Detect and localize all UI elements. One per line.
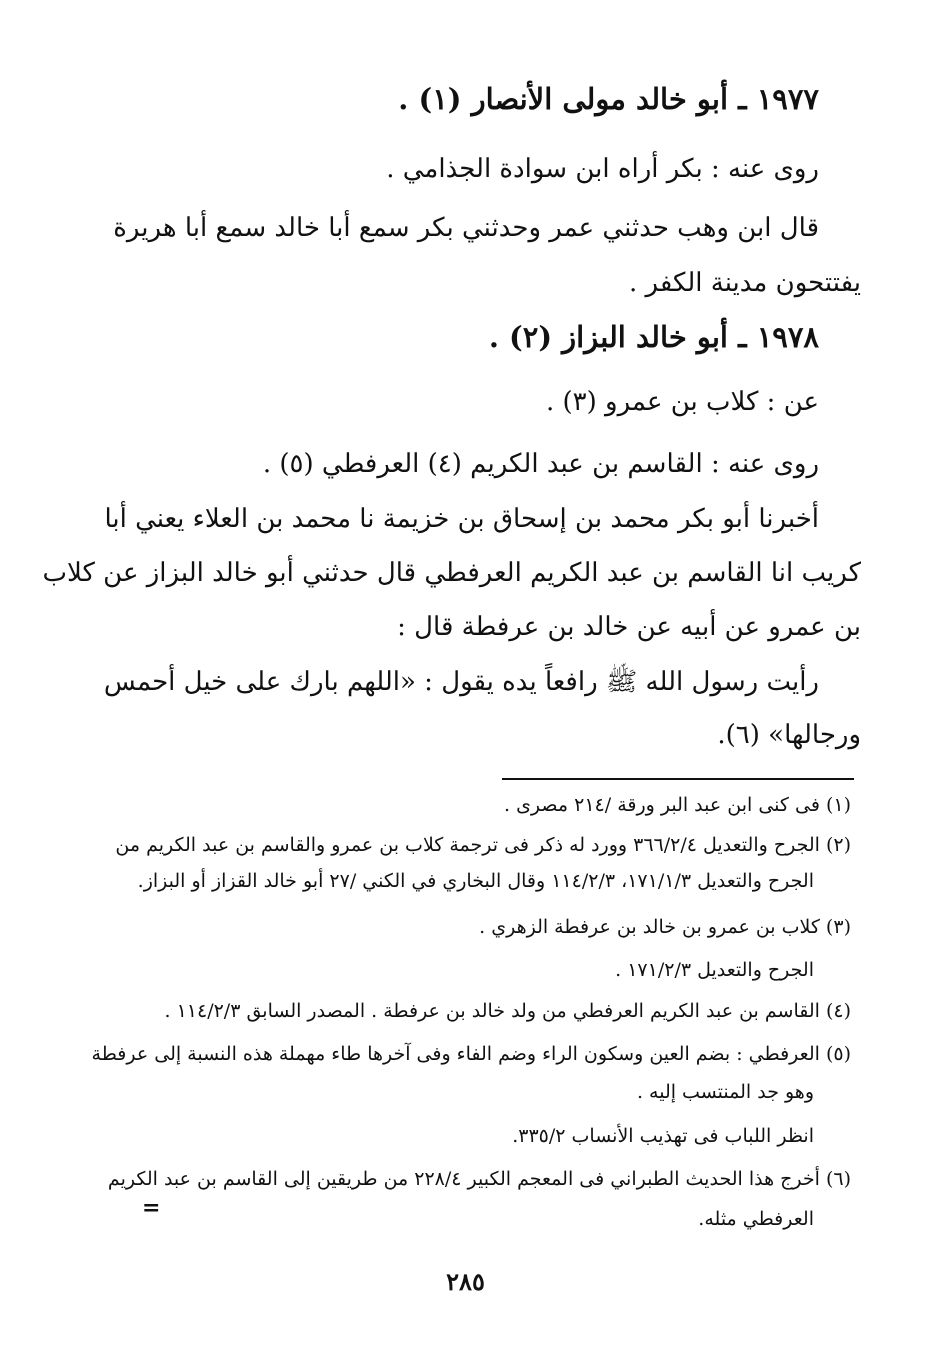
footnote-5-reference: انظر اللباب فى تهذيب الأنساب ٣٣٥/٢. [512,1125,814,1147]
footnote-3-continued: الجرح والتعديل ١٧١/٢/٣ . [615,959,814,981]
footnote-separator [502,778,854,780]
entry-1978-narrator-line: روى عنه : القاسم بن عبد الكريم (٤) العرفطي (٥) . [262,449,819,479]
entry-1978-from-line: عن : كلاب بن عمرو (٣) . [545,387,819,417]
entry-1978-text-line-1: أخبرنا أبو بكر محمد بن إسحاق بن خزيمة نا محمد بن العلاء يعني أبا [104,504,819,534]
footnote-3: (٣) كلاب بن عمرو بن خالد بن عرفطة الزهري . [479,916,851,938]
entry-1978-text-line-4: رأيت رسول الله ﷺ رافعاً يده يقول : «اللهم بارك على خيل أحمس [103,667,819,697]
footnote-5-continued: وهو جد المنتسب إليه . [636,1081,814,1103]
entry-1978-text-line-3: بن عمرو عن أبيه عن خالد بن عرفطة قال : [397,612,861,642]
footnote-6-continued: العرفطي مثله. [698,1208,814,1230]
entry-1978-text-line-2: كريب انا القاسم بن عبد الكريم العرفطي قال حدثني أبو خالد البزاز عن كلاب [42,558,861,588]
continuation-mark: = [142,1195,161,1221]
entry-1978-text-line-5: ورجالها» (٦). [717,720,861,750]
footnote-1: (١) فى كنى ابن عبد البر ورقة /٢١٤ مصرى . [503,794,851,816]
entry-1977-narrator-line: روى عنه : بكر أراه ابن سوادة الجذامي . [386,154,819,184]
entry-heading-1977: ١٩٧٧ ـ أبو خالد مولى الأنصار (١) . [398,82,819,116]
footnote-6: (٦) أخرج هذا الحديث الطبراني فى المعجم الكبير ٢٢٨/٤ من طريقين إلى القاسم بن عبد الكريم [107,1168,851,1190]
page-number: ٢٨٥ [446,1267,485,1296]
footnote-5: (٥) العرفطي : بضم العين وسكون الراء وضم الفاء وفى آخرها طاء مهملة هذه النسبة إلى عرفطة [91,1043,851,1065]
entry-1977-text-line-2: يفتتحون مدينة الكفر . [628,268,861,298]
footnote-2: (٢) الجرح والتعديل ٣٦٦/٢/٤ وورد له ذكر فى ترجمة كلاب بن عمرو والقاسم بن عبد الكريم من [115,834,851,856]
entry-1977-text-line-1: قال ابن وهب حدثني عمر وحدثني بكر سمع أبا خالد سمع أبا هريرة [113,213,819,243]
entry-heading-1978: ١٩٧٨ ـ أبو خالد البزاز (٢) . [488,320,819,354]
footnote-4: (٤) القاسم بن عبد الكريم العرفطي من ولد خالد بن عرفطة . المصدر السابق ١١٤/٢/٣ . [164,1000,851,1022]
footnote-2-continued: الجرح والتعديل ١٧١/١/٣، ١١٤/٢/٣ وقال البخاري في الكني /٢٧ أبو خالد القزاز أو البزاز. [137,870,814,892]
